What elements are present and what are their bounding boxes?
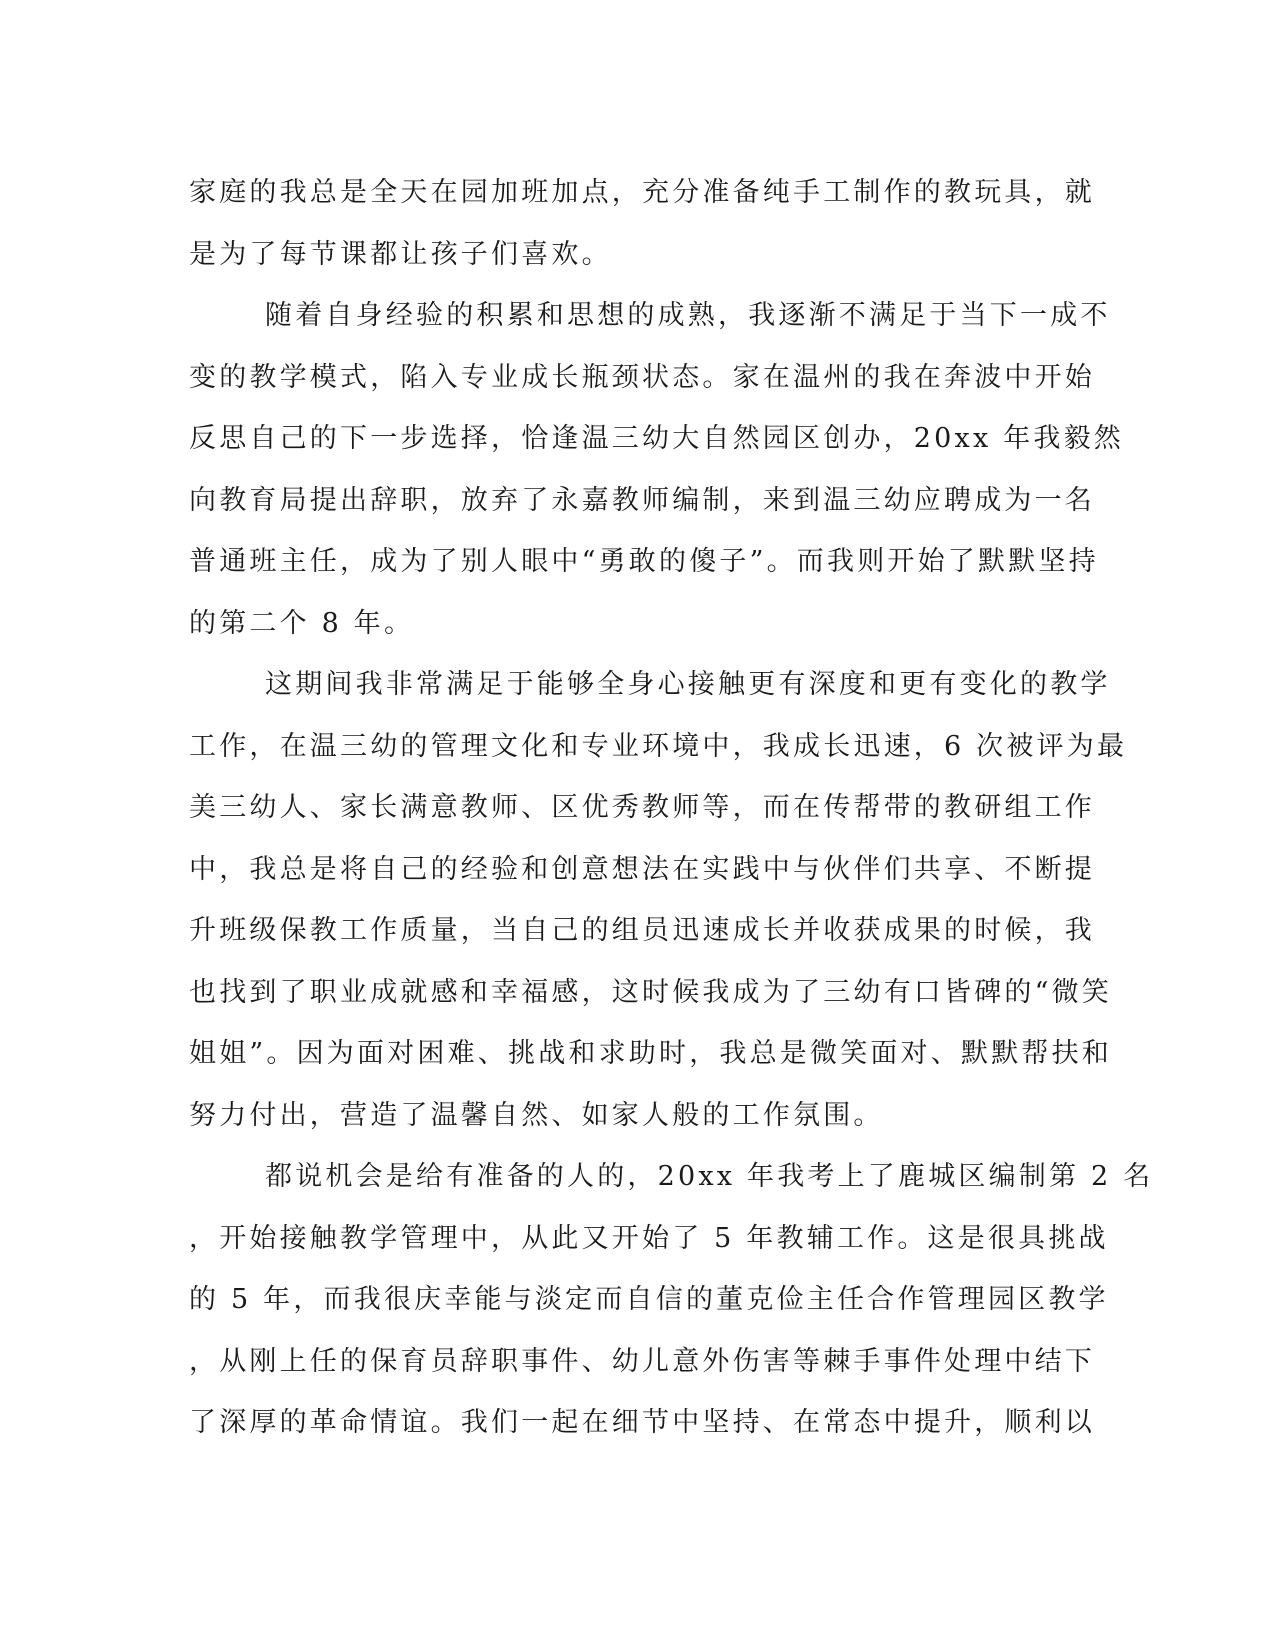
text-line: 向教育局提出辞职，放弃了永嘉教师编制，来到温三幼应聘成为一名 xyxy=(189,484,1095,516)
paragraph-first-line: 这期间我非常满足于能够全身心接触更有深度和更有变化的教学 xyxy=(265,669,1111,700)
text-line: 的 5 年，而我很庆幸能与淡定而自信的董克俭主任合作管理园区教学 xyxy=(189,1284,1109,1315)
text-line: 姐姐”。因为面对困难、挑战和求助时，我总是微笑面对、默默帮扶和 xyxy=(189,1038,1113,1069)
text-line: 家庭的我总是全天在园加班加点，充分准备纯手工制作的教玩具，就 xyxy=(189,177,1095,208)
document-body xyxy=(189,162,1154,1454)
text-line: 了深厚的革命情谊。我们一起在细节中坚持、在常态中提升，顺利以 xyxy=(189,1407,1095,1438)
text-line: 中，我总是将自己的经验和创意想法在实践中与伙伴们共享、不断提 xyxy=(189,853,1095,885)
text-line: ，从刚上任的保育员辞职事件、幼儿意外伤害等棘手事件处理中结下 xyxy=(189,1345,1095,1377)
text-line: 努力付出，营造了温馨自然、如家人般的工作氛围。 xyxy=(189,1099,884,1131)
paragraph-first-line: 随着自身经验的积累和思想的成熟，我逐渐不满足于当下一成不 xyxy=(265,300,1111,331)
text-line: 升班级保教工作质量，当自己的组员迅速成长并收获成果的时候，我 xyxy=(189,915,1095,946)
text-line: 工作，在温三幼的管理文化和专业环境中，我成长迅速，6 次被评为最 xyxy=(189,730,1128,762)
text-line: 普通班主任，成为了别人眼中“勇敢的傻子”。而我则开始了默默坚持 xyxy=(189,546,1099,577)
paragraph-first-line: 都说机会是给有准备的人的，20xx 年我考上了鹿城区编制第 2 名 xyxy=(265,1161,1154,1192)
text-line: 反思自己的下一步选择，恰逢温三幼大自然园区创办，20xx 年我毅然 xyxy=(189,423,1124,454)
text-line: 美三幼人、家长满意教师、区优秀教师等，而在传帮带的教研组工作 xyxy=(189,792,1095,823)
text-line: 也找到了职业成就感和幸福感，这时候我成为了三幼有口皆碑的“微笑 xyxy=(189,976,1113,1008)
text-line: ，开始接触教学管理中，从此又开始了 5 年教辅工作。这是很具挑战 xyxy=(189,1222,1109,1254)
text-line: 的第二个 8 年。 xyxy=(189,607,415,639)
text-line: 变的教学模式，陷入专业成长瓶颈状态。家在温州的我在奔波中开始 xyxy=(189,361,1095,393)
text-line: 是为了每节课都让孩子们喜欢。 xyxy=(189,238,612,270)
